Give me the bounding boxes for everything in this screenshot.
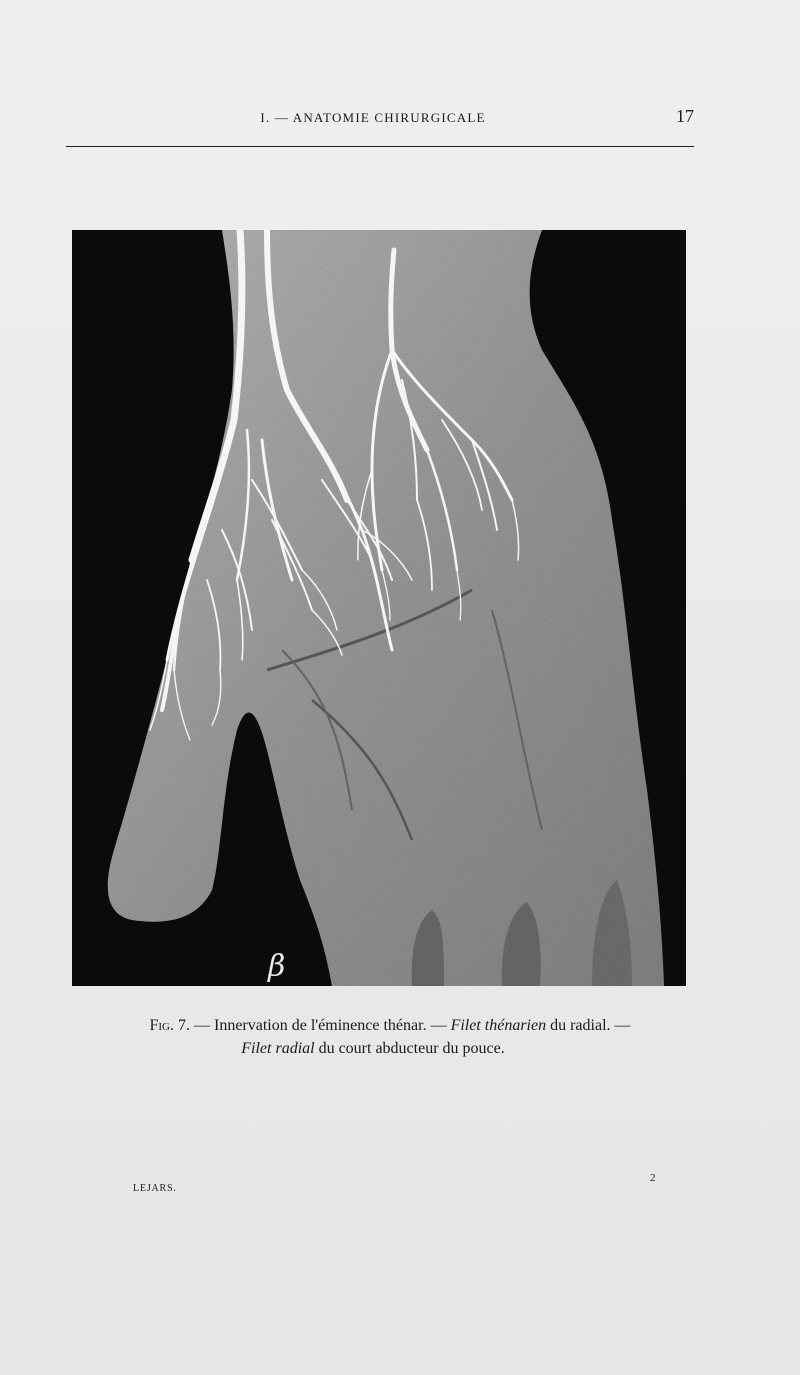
page-header	[66, 104, 694, 134]
hand-illustration	[72, 230, 686, 986]
footer-signature: LEJARS.	[133, 1183, 177, 1194]
caption-line-2	[70, 1037, 710, 1060]
caption-dash-2: —	[426, 1017, 451, 1034]
caption-text-1: Innervation de l'éminence thénar.	[213, 1017, 427, 1034]
caption-italic-1: Filet thénarien	[450, 1017, 547, 1034]
figure-label: Fig. 7.	[149, 1017, 190, 1034]
page-number: 17	[676, 106, 694, 126]
caption-text-2: du radial. —	[546, 1017, 631, 1034]
hand-engraving	[72, 230, 686, 986]
caption-dash-1: —	[189, 1017, 214, 1034]
caption-italic-2: Filet radial	[241, 1040, 315, 1057]
figure-caption	[70, 1014, 710, 1060]
running-head: I. — ANATOMIE CHIRURGICALE	[260, 110, 486, 125]
engraver-signature: β	[268, 949, 286, 984]
sheet-number: 2	[650, 1172, 656, 1184]
caption-text-3: du court abducteur du pouce.	[314, 1040, 505, 1057]
header-rule	[66, 146, 694, 147]
